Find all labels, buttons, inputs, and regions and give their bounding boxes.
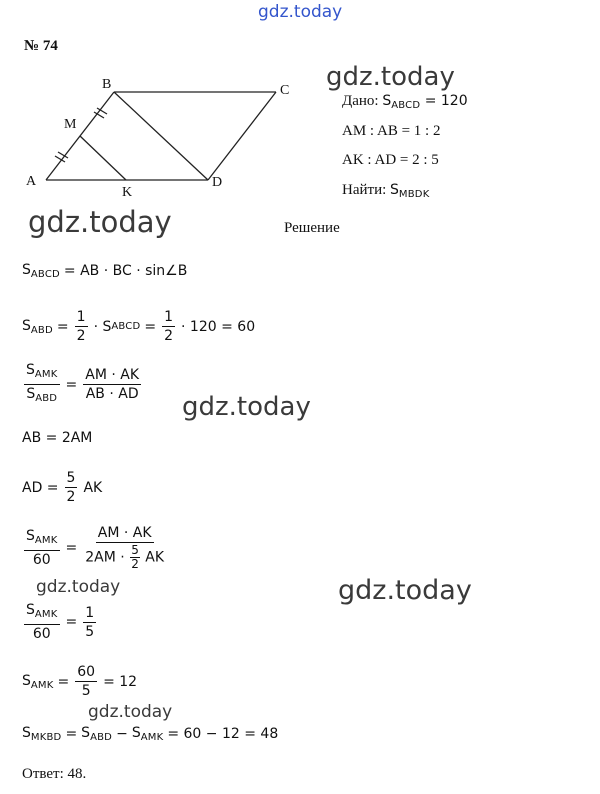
formula-substitution: $\frac{S_{AMK}}{60}$ = AM · AK 2AM · $\frac{5}{2}$ AK (26, 525, 165, 571)
solution-heading: Решение (284, 220, 340, 236)
parallelogram-diagram (18, 72, 308, 202)
problem-number: № 74 (24, 38, 58, 54)
side-cd (208, 92, 276, 180)
watermark-top: gdz.today (258, 2, 343, 22)
formula-area-abd: $S_{ABD}$ = $\frac{1}{2}$ · S ABCD = $\frac{1}{2}$ · 120 = 60 (22, 309, 256, 344)
label-k: K (122, 185, 133, 200)
watermark-middle: gdz.today (182, 392, 311, 422)
watermark-right: gdz.today (338, 575, 472, 606)
formula-area-abcd: $S_{ABCD}$ = AB · BC · sin∠B (22, 262, 188, 280)
watermark-bottom: gdz.today (88, 702, 173, 722)
watermark-given: gdz.today (326, 62, 455, 92)
given-ratio-ak-ad: AK : AD = 2 : 5 (342, 152, 439, 168)
given-ratio-am-ab: AM : AB = 1 : 2 (342, 123, 441, 139)
label-b: B (102, 77, 112, 92)
formula-area-amk: $S_{AMK}$ = $\frac{60}{5}$ = 12 (22, 664, 138, 699)
formula-area-mkbd: $S_{MKBD}$ = $S_{ABD}$ − $S_{AMK}$ = 60 − 12 = 48 (22, 725, 279, 743)
label-d: D (212, 175, 223, 190)
watermark-left: gdz.today (28, 205, 172, 239)
label-a: A (26, 174, 37, 189)
formula-ab: AB = 2AM (22, 430, 93, 446)
watermark-lower-left: gdz.today (36, 577, 121, 597)
label-c: C (280, 83, 290, 98)
segment-mk (80, 136, 126, 180)
answer: Ответ: 48. (22, 766, 87, 782)
label-m: M (64, 117, 77, 132)
find-line: Найти: $S_{MBDK}$ (342, 182, 430, 200)
diagonal-bd (114, 92, 208, 180)
formula-ratio-areas: $\frac{S_{AMK}}{S_{ABD}}$ = $\frac{AM \cdot AK}{AB \cdot AD}$ (26, 362, 140, 404)
given-area: Дано: $S_{ABCD} = 120$ (342, 93, 468, 111)
formula-ad: AD = $\frac{5}{2}$ AK (22, 470, 103, 505)
formula-ratio-result: $\frac{S_{AMK}}{60}$ = $\frac{1}{5}$ (26, 602, 95, 642)
given-title: Дано: (342, 93, 379, 109)
